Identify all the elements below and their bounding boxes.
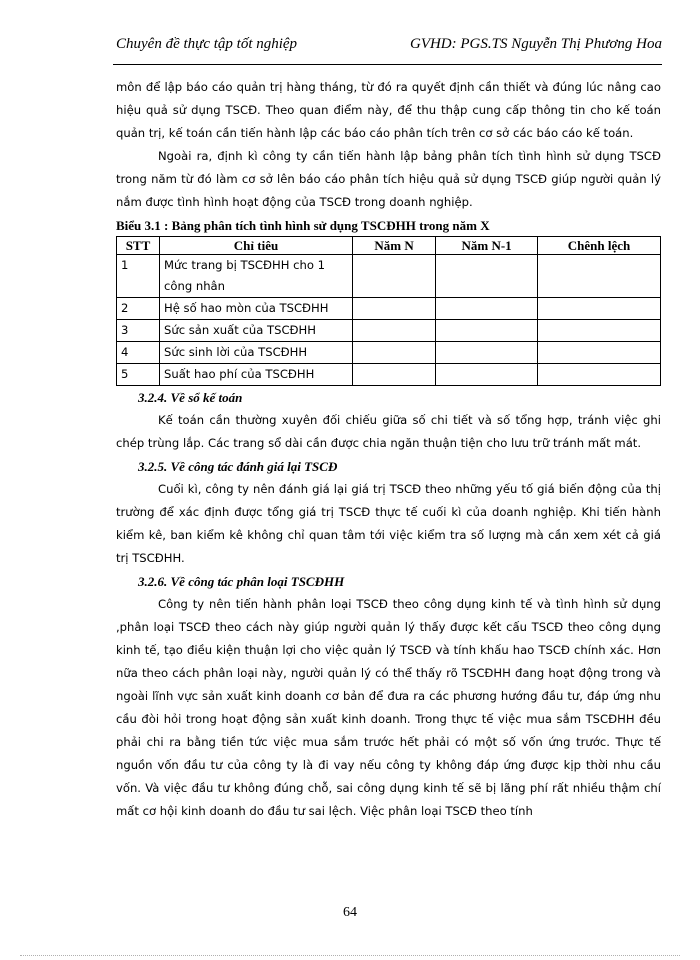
- cell-year-n: [353, 320, 436, 342]
- cell-year-n-1: [436, 320, 538, 342]
- section-heading-revaluation: 3.2.5. Về công tác đánh giá lại TSCĐ: [138, 459, 338, 474]
- table-row: [117, 342, 661, 364]
- cell-difference: [538, 255, 661, 298]
- cell-year-n-1: [436, 298, 538, 320]
- page-number: 64: [343, 905, 357, 920]
- cell-stt: 5: [117, 364, 160, 386]
- cell-year-n: [353, 255, 436, 298]
- col-header-year-n-1: Năm N-1: [436, 237, 538, 255]
- cell-criterion: Hệ số hao mòn của TSCĐHH: [160, 298, 353, 320]
- cell-criterion: Suất hao phí của TSCĐHH: [160, 364, 353, 386]
- cell-stt: 3: [117, 320, 160, 342]
- cell-year-n: [353, 342, 436, 364]
- cell-year-n-1: [436, 342, 538, 364]
- col-header-year-n: Năm N: [353, 237, 436, 255]
- header-supervisor: GVHD: PGS.TS Nguyễn Thị Phương Hoa: [409, 36, 662, 52]
- cell-year-n-1: [436, 364, 538, 386]
- paragraph-intro: môn để lập báo cáo quản trị hàng tháng, từ đó ra quyết định cần thiết và đúng lúc nâng cao hiệu quả sử dụng TSCĐ. Theo quan điểm này, để thu thập cung cấp thông tin cho kế toán quản trị, kế toán cần tiến hành lập các báo cáo phân tích trên cơ sở các báo cáo kế toán.: [116, 80, 661, 140]
- table-row: [117, 255, 661, 298]
- cell-criterion: Mức trang bị TSCĐHH cho 1 công nhân: [160, 255, 353, 298]
- table-row: [117, 364, 661, 386]
- cell-stt: 1: [117, 255, 160, 298]
- analysis-table: [116, 236, 661, 386]
- paragraph-analysis: Ngoài ra, định kì công ty cần tiến hành lập bảng phân tích tình hình sử dụng TSCĐ trong năm từ đó làm cơ sở lên báo cáo phân tích hiệu quả sử dụng TSCĐ giúp người quản lý nắm được tình hình hoạt động của TSCĐ trong doanh nghiệp.: [116, 149, 661, 209]
- cell-stt: 2: [117, 298, 160, 320]
- section-text-classification: Công ty nên tiến hành phân loại TSCĐ theo công dụng kinh tế và tình hình sử dụng ,phân loại TSCĐ theo cách này giúp người quản lý thấy được kết cấu TSCĐ theo công dụng kinh tế, tạo điều kiện thuận lợi cho việc quản lý TSCĐ và tính khấu hao TSCĐ chính xác. Hơn nữa theo cách phân loại này, người quản lý có thể thấy rõ TSCĐHH đang hoạt động trong và ngoài lĩnh vực sản xuất kinh doanh cơ bản để đưa ra các phương hướng đầu tư, đáp ứng nhu cầu đòi hỏi trong hoạt động sản xuất kinh doanh. Trong thực tế việc mua sắm TSCĐHH đều phải chi ra bằng tiền tức việc mua sắm trước hết phải có một số vốn ứng trước. Thực tế nguồn vốn đầu tư của công ty là đi vay nếu công ty không đáp ứng được kịp thời nhu cầu vốn. Và việc đầu tư không đúng chỗ, sai công dụng kinh tế sẽ bị lãng phí rất nhiều thậm chí mất cơ hội kinh doanh do đầu tư sai lệch. Việc phân loại TSCĐ theo tính: [116, 597, 661, 818]
- table-caption: Biểu 3.1 : Bảng phân tích tình hình sử dụng TSCĐHH trong năm X: [116, 218, 490, 233]
- page-header: [116, 36, 662, 62]
- cell-year-n-1: [436, 255, 538, 298]
- cell-year-n: [353, 364, 436, 386]
- page-bottom-rule: [20, 955, 680, 956]
- cell-difference: [538, 298, 661, 320]
- header-title: Chuyên đề thực tập tốt nghiệp: [116, 36, 298, 52]
- cell-criterion: Sức sản xuất của TSCĐHH: [160, 320, 353, 342]
- col-header-stt: STT: [117, 237, 160, 255]
- cell-year-n: [353, 298, 436, 320]
- table-header-row: [117, 237, 661, 255]
- document-body: [116, 76, 661, 823]
- cell-criterion: Sức sinh lời của TSCĐHH: [160, 342, 353, 364]
- section-text-ledger: Kế toán cần thường xuyên đối chiếu giữa số chi tiết và số tổng hợp, tránh việc ghi chép trùng lắp. Các trang sổ dài cần được chia ngăn thuận tiện cho lưu trữ tránh mất mát.: [116, 413, 661, 450]
- section-text-revaluation: Cuối kì, công ty nên đánh giá lại giá trị TSCĐ theo những yếu tố giá biến động của thị trường để xác định được tổng giá trị TSCĐ thực tế cuối kì của doanh nghiệp. Khi tiến hành kiểm kê, ban kiểm kê không chỉ quan tâm tới việc kiểm tra số lượng mà cần xem xét cả giá trị TSCĐHH.: [116, 482, 661, 565]
- table-row: [117, 298, 661, 320]
- section-heading-ledger: 3.2.4. Về sổ kế toán: [138, 390, 243, 405]
- header-rule: [113, 64, 662, 65]
- col-header-difference: Chênh lệch: [538, 237, 661, 255]
- cell-difference: [538, 320, 661, 342]
- table-row: [117, 320, 661, 342]
- cell-stt: 4: [117, 342, 160, 364]
- cell-difference: [538, 364, 661, 386]
- cell-difference: [538, 342, 661, 364]
- col-header-criterion: Chỉ tiêu: [160, 237, 353, 255]
- section-heading-classification: 3.2.6. Về công tác phân loại TSCĐHH: [138, 574, 345, 589]
